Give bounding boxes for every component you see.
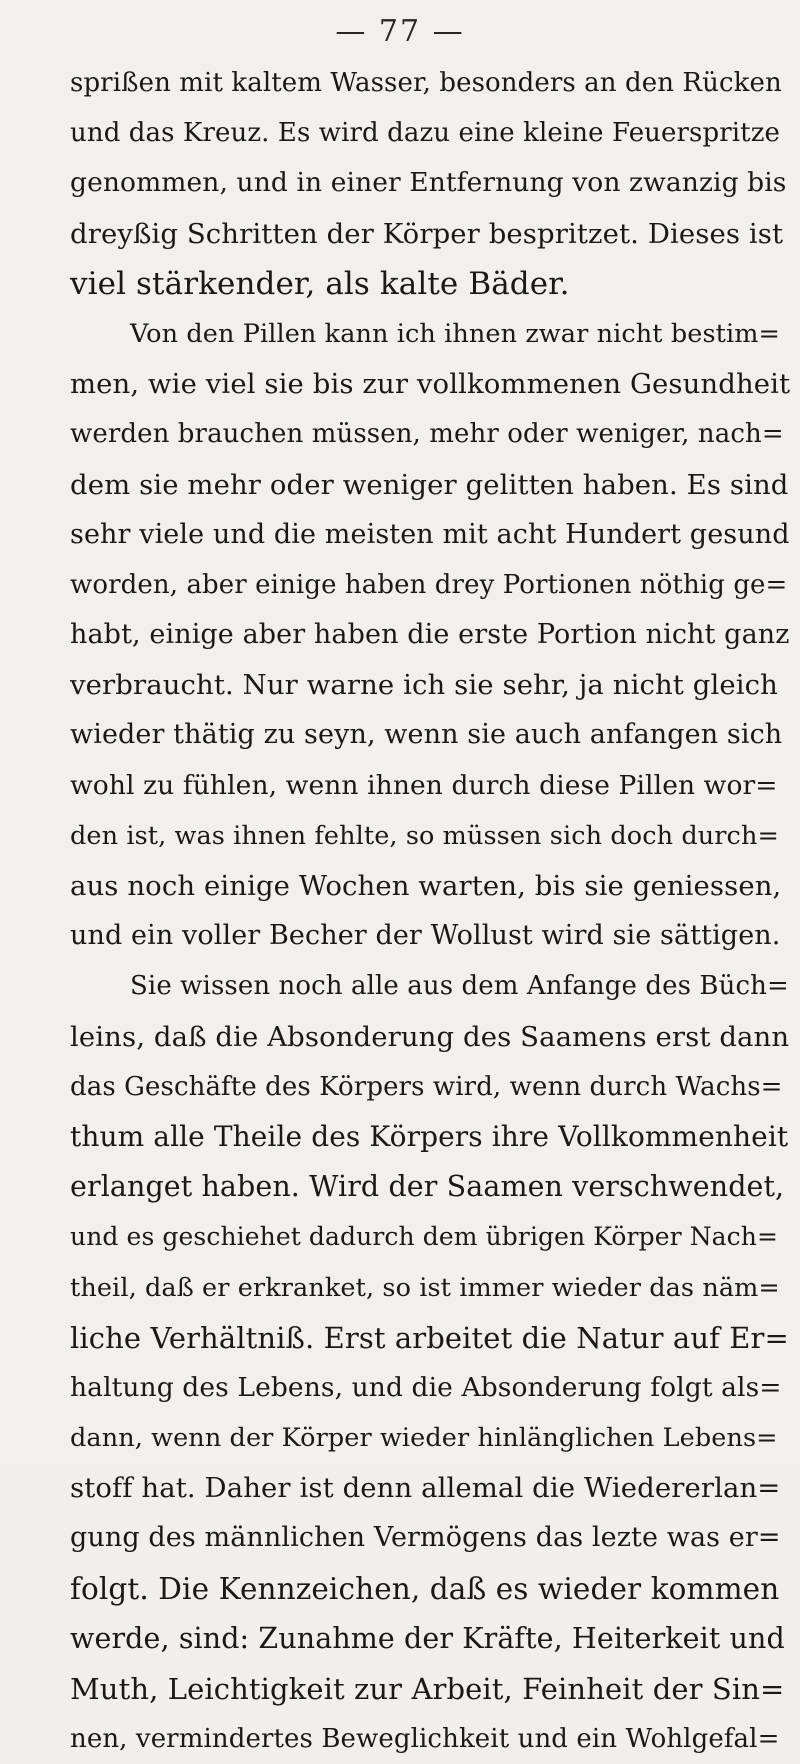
text-line: dann, wenn der Körper wieder hinlänglichen Lebens= [70,1423,778,1454]
text-line: viel stärkender, als kalte Bäder. [70,265,570,302]
text-line: men, wie viel sie bis zur vollkommenen Gesundheit [70,368,791,401]
text-line: genommen, und in einer Entfernung von zwanzig bis [70,167,787,199]
text-line: aus noch einige Wochen warten, bis sie geniessen, [70,870,782,902]
text-line: werde, sind: Zunahme der Kräfte, Heiterkeit und [70,1621,785,1655]
text-line: sprißen mit kaltem Wasser, besonders an den Rücken [70,68,782,98]
text-line: wohl zu fühlen, wenn ihnen durch diese Pillen wor= [70,769,778,801]
text-line: worden, aber einige haben drey Portionen nöthig ge= [70,569,788,600]
text-line: werden brauchen müssen, mehr oder weniger, nach= [70,419,784,450]
body-text [70,58,790,1764]
page-number: — 77 — [335,14,465,49]
text-line: folgt. Die Kennzeichen, daß es wieder kommen [70,1571,780,1606]
paragraph-start-line: Sie wissen noch alle aus dem Anfange des Büch= [130,971,789,1002]
text-line: wieder thätig zu seyn, wenn sie auch anfangen sich [70,719,783,751]
text-line: leins, daß die Absonderung des Saamens erst dann [70,1020,790,1053]
text-line: den ist, was ihnen fehlte, so müssen sich doch durch= [70,820,779,851]
text-line: das Geschäfte des Körpers wird, wenn durch Wachs= [70,1071,783,1102]
text-line: liche Verhältniß. Erst arbeitet die Natur auf Er= [70,1320,789,1355]
text-line: dem sie mehr oder weniger gelitten haben. Es sind [70,468,789,501]
text-line: und es geschiehet dadurch dem übrigen Körper Nach= [70,1222,779,1252]
text-line: thum alle Theile des Körpers ihre Vollkommenheit [70,1119,789,1153]
text-line: verbraucht. Nur warne ich sie sehr, ja nicht gleich [70,669,778,702]
text-line: theil, daß er erkranket, so ist immer wieder das näm= [70,1272,780,1303]
text-line: haltung des Lebens, und die Absonderung folgt als= [70,1371,782,1403]
text-line: habt, einige aber haben die erste Portion nicht ganz [70,619,790,651]
text-line: gung des männlichen Vermögens das lezte was er= [70,1522,781,1554]
text-line: dreyßig Schritten der Körper bespritzet. Dieses ist [70,217,784,250]
text-line: und ein voller Becher der Wollust wird sie sättigen. [70,920,781,952]
paragraph-start-line: Von den Pillen kann ich ihnen zwar nicht bestim= [130,318,780,349]
text-line: sehr viele und die meisten mit acht Hundert gesund [70,518,790,550]
text-line: Muth, Leichtigkeit zur Arbeit, Feinheit der Sin= [70,1672,785,1706]
text-line: nen, vermindertes Beweglichkeit und ein Wohlgefal= [70,1724,780,1755]
text-line: erlanget haben. Wird der Saamen verschwendet, [70,1170,785,1204]
text-line: stoff hat. Daher ist denn allemal die Wiedererlan= [70,1472,781,1505]
text-line: und das Kreuz. Es wird dazu eine kleine Feuerspritze [70,118,781,149]
